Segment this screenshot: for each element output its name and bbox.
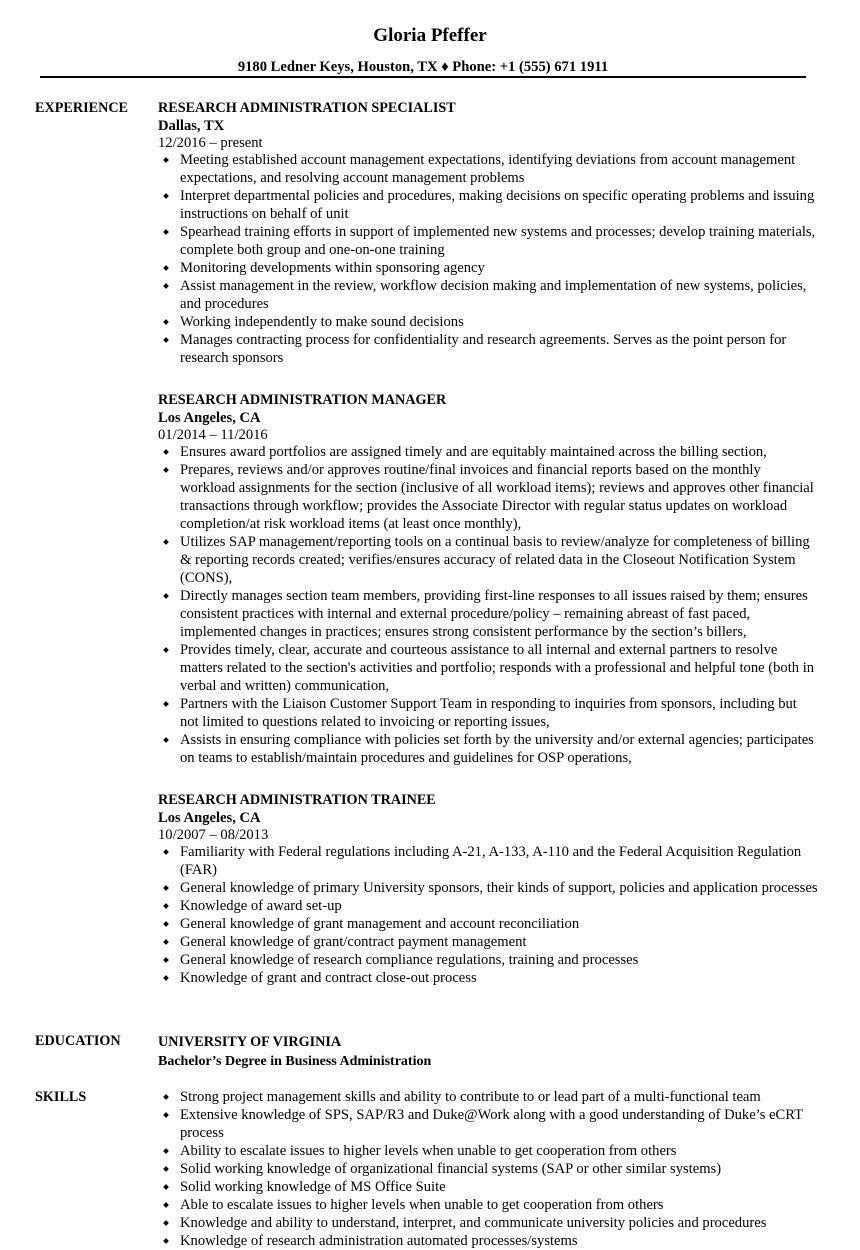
list-item: Solid working knowledge of MS Office Suite [158, 1178, 818, 1196]
section-label-experience: EXPERIENCE [35, 100, 129, 116]
list-item: Assists in ensuring compliance with policies set forth by the university and/or external agencies; participates on teams to establish/maintain procedures and guidelines for OSP operations, [158, 731, 818, 767]
list-item: Utilizes SAP management/reporting tools on a continual basis to review/analyze for completeness of billing & reporting records created; verifies/ensures accuracy of related data in the Closeout Notification System (CONS), [158, 533, 818, 587]
list-item: Able to escalate issues to higher levels when unable to get cooperation from others [158, 1196, 818, 1214]
contact-line: 9180 Ledner Keys, Houston, TX ♦ Phone: +1 (555) 671 1911 [237, 59, 609, 75]
header-divider [40, 76, 806, 78]
job-entry [158, 391, 818, 767]
job-title: RESEARCH ADMINISTRATION MANAGER [158, 392, 447, 408]
list-item: Knowledge and ability to understand, interpret, and communicate university policies and procedures [158, 1214, 818, 1232]
list-item: Provides timely, clear, accurate and courteous assistance to all internal and external partners to resolve matters related to the section's activities and portfolio; responds with a professional and helpful tone (both in verbal and written) communication, [158, 641, 818, 695]
education-school: UNIVERSITY OF VIRGINIA [158, 1034, 342, 1050]
skills-list [158, 1088, 818, 1250]
education-degree: Bachelor’s Degree in Business Administration [158, 1054, 432, 1069]
list-item: General knowledge of grant management and account reconciliation [158, 915, 818, 933]
job-entry [158, 791, 818, 987]
job-dates: 12/2016 – present [158, 135, 263, 151]
list-item: Spearhead training efforts in support of implemented new systems and processes; develop training materials, complete both group and one-on-one training [158, 223, 818, 259]
job-bullets [158, 843, 818, 987]
list-item: Manages contracting process for confidentiality and research agreements. Serves as the point person for research sponsors [158, 331, 818, 367]
list-item: Knowledge of award set-up [158, 897, 818, 915]
list-item: Partners with the Liaison Customer Support Team in responding to inquiries from sponsors, including but not limited to questions related to invoicing or reporting issues, [158, 695, 818, 731]
list-item: Solid working knowledge of organizational financial systems (SAP or other similar systems) [158, 1160, 818, 1178]
list-item: Ability to escalate issues to higher levels when unable to get cooperation from others [158, 1142, 818, 1160]
list-item: Interpret departmental policies and procedures, making decisions on specific operating problems and issuing instructions on behalf of unit [158, 187, 818, 223]
job-title: RESEARCH ADMINISTRATION TRAINEE [158, 792, 436, 808]
job-location: Los Angeles, CA [158, 410, 261, 426]
list-item: Knowledge of grant and contract close-out process [158, 969, 818, 987]
list-item: Familiarity with Federal regulations including A-21, A-133, A-110 and the Federal Acquisition Regulation (FAR) [158, 843, 818, 879]
list-item: Ensures award portfolios are assigned timely and are equitably maintained across the billing section, [158, 443, 818, 461]
job-title: RESEARCH ADMINISTRATION SPECIALIST [158, 100, 456, 116]
job-location: Dallas, TX [158, 118, 225, 134]
list-item: Assist management in the review, workflow decision making and implementation of new systems, policies, and procedures [158, 277, 818, 313]
list-item: General knowledge of grant/contract payment management [158, 933, 818, 951]
list-item: Meeting established account management expectations, identifying deviations from account management expectations, and resolving account management problems [158, 151, 818, 187]
job-bullets [158, 443, 818, 767]
list-item: Knowledge of research administration automated processes/systems [158, 1232, 818, 1250]
list-item: General knowledge of research compliance regulations, training and processes [158, 951, 818, 969]
list-item: Directly manages section team members, providing first-line responses to all issues raised by them; ensures consistent practices with internal and external procedure/policy – remaining abreast of fast paced, implemented changes in practices; ensures strong consistent performance by the section’s billers, [158, 587, 818, 641]
section-label-skills: SKILLS [35, 1089, 87, 1105]
list-item: Prepares, reviews and/or approves routine/final invoices and financial reports based on the monthly workload assignments for the section (inclusive of all workload items); reviews and approves other financial transactions through workflow; provides the Associate Director with regular status updates on workload completion/at risk workload items (at least once monthly), [158, 461, 818, 533]
section-label-education: EDUCATION [35, 1033, 121, 1049]
job-dates: 10/2007 – 08/2013 [158, 827, 269, 843]
resume-name: Gloria Pfeffer [373, 25, 487, 46]
list-item: Strong project management skills and ability to contribute to or lead part of a multi-functional team [158, 1088, 818, 1106]
list-item: Working independently to make sound decisions [158, 313, 818, 331]
list-item: General knowledge of primary University sponsors, their kinds of support, policies and application processes [158, 879, 818, 897]
list-item: Monitoring developments within sponsoring agency [158, 259, 818, 277]
job-location: Los Angeles, CA [158, 810, 261, 826]
job-entry [158, 99, 818, 367]
job-dates: 01/2014 – 11/2016 [158, 427, 268, 443]
list-item: Extensive knowledge of SPS, SAP/R3 and Duke@Work along with a good understanding of Duke’s eCRT process [158, 1106, 818, 1142]
job-bullets [158, 151, 818, 367]
